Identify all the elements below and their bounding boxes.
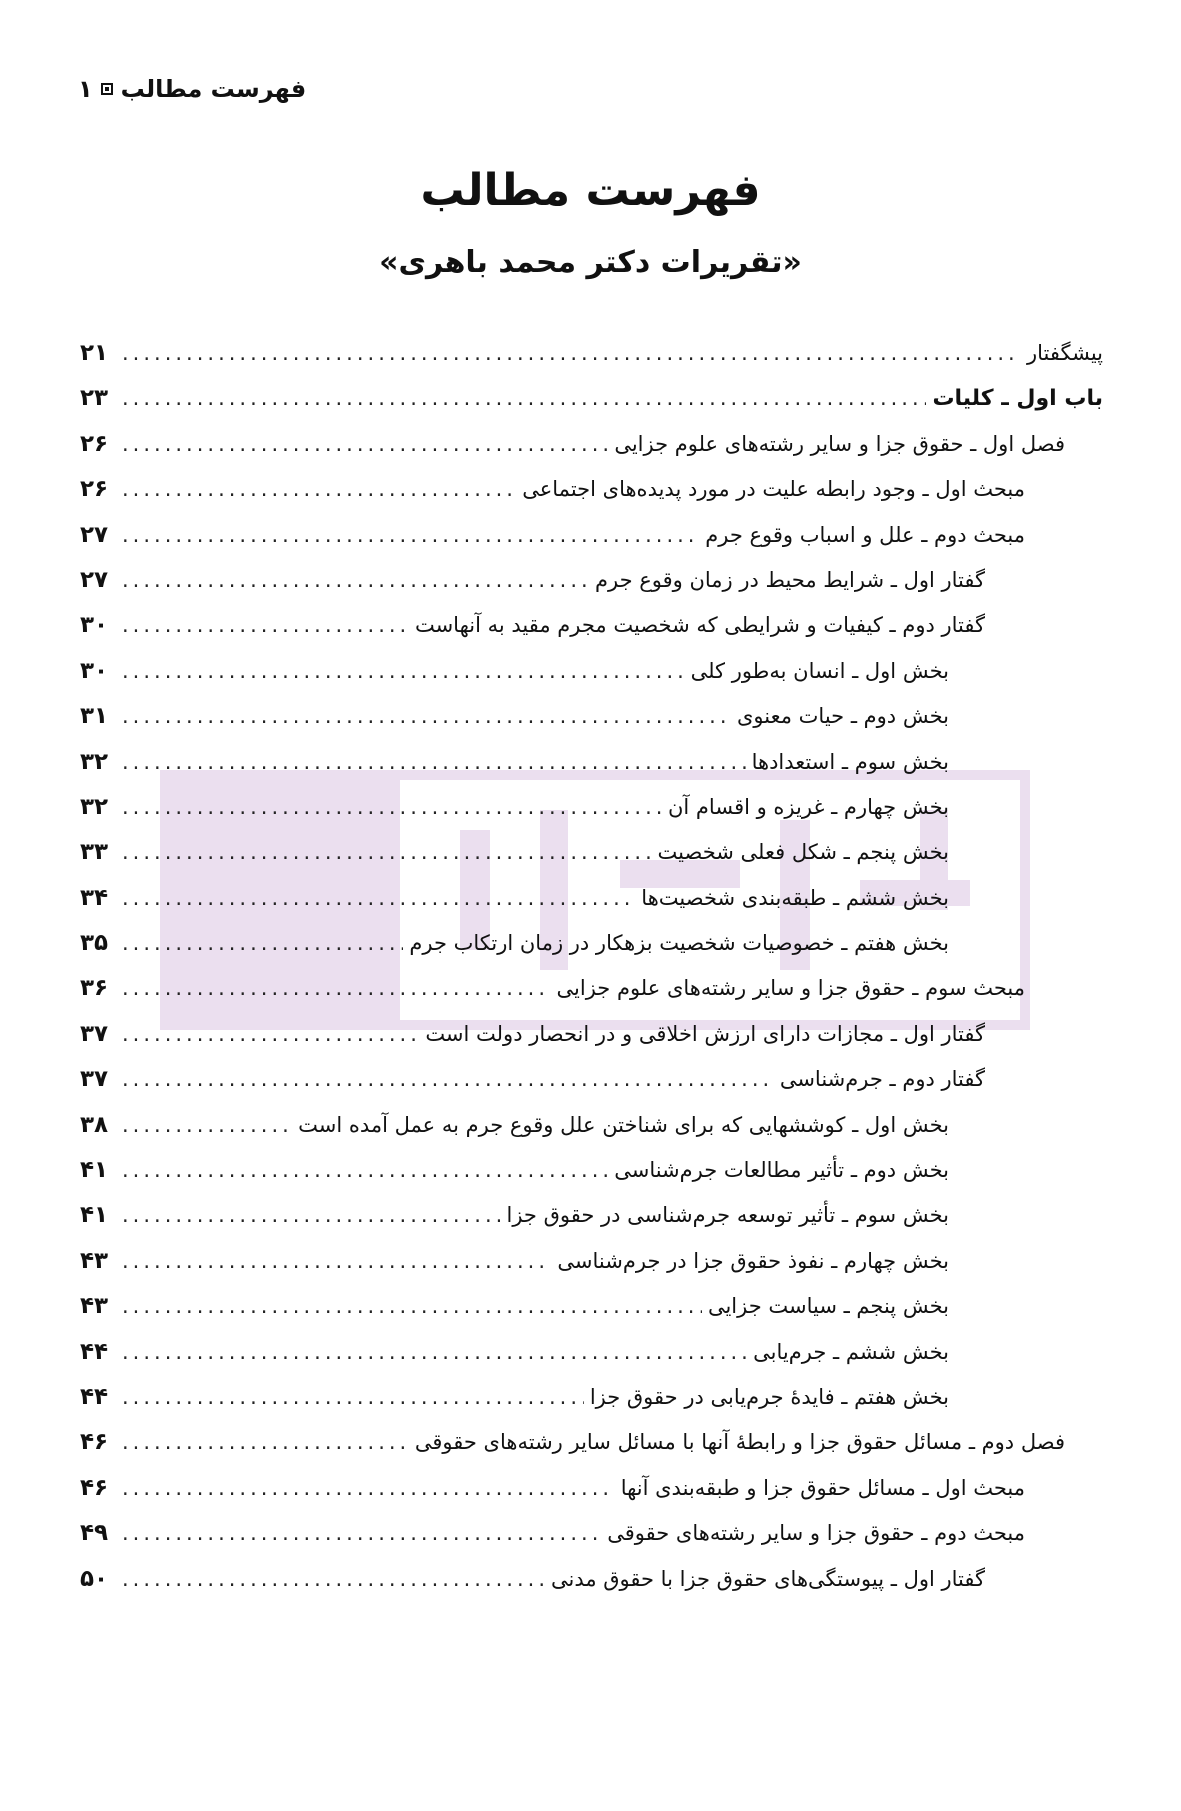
toc-entry	[80, 703, 1103, 748]
toc-leader-dots	[122, 659, 685, 683]
toc-entry	[80, 885, 1103, 930]
toc-entry	[80, 431, 1103, 476]
toc-entry-page-number: ۴۱	[80, 1202, 109, 1229]
toc-entry-page-number: ۵۰	[80, 1565, 109, 1592]
toc-entry-label: بخش چهارم ـ نفوذ حقوق جزا در جرم‌شناسی	[557, 1248, 949, 1273]
toc-entry-page-number: ۴۶	[80, 1429, 109, 1456]
toc-leader-dots	[122, 1385, 584, 1409]
toc-leader-dots	[122, 704, 731, 728]
toc-entry-page-number: ۲۱	[80, 340, 109, 366]
toc-leader-dots	[122, 1567, 545, 1591]
toc-entry-page-number: ۳۷	[80, 1020, 109, 1047]
toc-entry-label: فصل اول ـ حقوق جزا و سایر رشته‌های علوم جزایی	[614, 431, 1065, 456]
toc-entry-label: بخش هفتم ـ فایدهٔ جرم‌یابی در حقوق جزا	[589, 1384, 949, 1409]
toc-entry-label: بخش دوم ـ حیات معنوی	[736, 704, 949, 729]
toc-entry-label: بخش اول ـ انسان به‌طور کلی	[690, 658, 949, 683]
toc-entry-label: بخش اول ـ کوششهایی که برای شناختن علل وقوع جرم به عمل آمده است	[298, 1112, 949, 1137]
toc-leader-dots	[122, 1340, 747, 1364]
toc-entry	[80, 385, 1103, 430]
toc-entry-page-number: ۳۲	[80, 793, 109, 820]
toc-leader-dots	[122, 931, 403, 955]
toc-entry-page-number: ۳۴	[80, 884, 109, 911]
toc-entry-label: بخش پنجم ـ سیاست جزایی	[707, 1294, 949, 1319]
toc-entry	[80, 1202, 1103, 1247]
toc-entry-page-number: ۳۶	[80, 975, 109, 1002]
toc-leader-dots	[122, 1067, 774, 1091]
toc-entry	[80, 1021, 1103, 1066]
toc-entry	[80, 476, 1103, 521]
toc-entry-label: بخش ششم ـ طبقه‌بندی شخصیت‌ها	[641, 885, 949, 910]
toc-entry	[80, 1157, 1103, 1202]
toc-entry-page-number: ۲۳	[80, 385, 109, 412]
running-header-title: فهرست مطالب	[120, 75, 307, 103]
toc-entry	[80, 1066, 1103, 1111]
toc-entry-page-number: ۲۷	[80, 566, 109, 593]
toc-entry-label: گفتار اول ـ مجازات دارای ارزش اخلاقی و در انحصار دولت است	[425, 1021, 985, 1046]
toc-entry-page-number: ۴۱	[80, 1157, 109, 1184]
toc-leader-dots	[122, 523, 699, 547]
toc-entry-label: باب اول ـ کلیات	[932, 386, 1103, 412]
toc-entry-page-number: ۳۲	[80, 748, 109, 775]
toc-entry	[80, 522, 1103, 567]
toc-entry	[80, 612, 1103, 657]
toc-leader-dots	[122, 795, 662, 819]
toc-entry-page-number: ۳۱	[80, 703, 109, 730]
toc-entry	[80, 1520, 1103, 1565]
table-of-contents	[80, 340, 1103, 1611]
toc-entry	[80, 340, 1103, 385]
page-subtitle: «تقریرات دکتر محمد باهری»	[379, 245, 802, 280]
toc-entry-label: بخش چهارم ـ غریزه و اقسام آن	[668, 794, 949, 819]
toc-entry-page-number: ۴۳	[80, 1247, 109, 1274]
toc-entry-label: مبحث دوم ـ علل و اسباب وقوع جرم	[705, 522, 1025, 547]
toc-leader-dots	[122, 1294, 702, 1318]
toc-leader-dots	[122, 477, 516, 501]
toc-leader-dots	[122, 1158, 608, 1182]
toc-leader-dots	[122, 432, 608, 456]
toc-entry-label: بخش ششم ـ جرم‌یابی	[753, 1339, 949, 1364]
toc-entry-label: مبحث دوم ـ حقوق جزا و سایر رشته‌های حقوقی	[607, 1521, 1025, 1546]
toc-entry-label: پیشگفتار	[1026, 341, 1103, 365]
toc-leader-dots	[122, 386, 926, 410]
toc-entry-label: مبحث سوم ـ حقوق جزا و سایر رشته‌های علوم جزایی	[556, 976, 1025, 1001]
toc-leader-dots	[122, 750, 746, 774]
toc-leader-dots	[122, 1430, 409, 1454]
running-header	[78, 75, 306, 103]
toc-entry	[80, 1475, 1103, 1520]
toc-entry	[80, 658, 1103, 703]
square-separator-icon	[101, 83, 113, 95]
toc-leader-dots	[122, 568, 589, 592]
toc-entry-label: گفتار اول ـ پیوستگی‌های حقوق جزا با حقوق مدنی	[550, 1566, 985, 1591]
toc-entry-page-number: ۲۷	[80, 521, 109, 548]
toc-entry-label: گفتار دوم ـ جرم‌شناسی	[779, 1067, 985, 1092]
toc-entry	[80, 1339, 1103, 1384]
toc-entry	[80, 930, 1103, 975]
toc-entry-page-number: ۳۰	[80, 612, 109, 639]
toc-entry-page-number: ۲۶	[80, 430, 109, 457]
page-title: فهرست مطالب	[420, 165, 761, 216]
toc-entry-page-number: ۳۳	[80, 839, 109, 866]
toc-entry-page-number: ۳۸	[80, 1111, 109, 1138]
toc-leader-dots	[122, 1022, 419, 1046]
toc-entry-page-number: ۴۴	[80, 1338, 109, 1365]
toc-leader-dots	[122, 886, 635, 910]
toc-entry-page-number: ۲۶	[80, 476, 109, 503]
toc-leader-dots	[122, 1203, 500, 1227]
toc-leader-dots	[122, 1521, 601, 1545]
toc-entry	[80, 1566, 1103, 1611]
toc-entry	[80, 1429, 1103, 1474]
toc-entry	[80, 1293, 1103, 1338]
toc-entry-page-number: ۳۵	[80, 930, 109, 957]
toc-entry-page-number: ۴۶	[80, 1474, 109, 1501]
toc-entry-page-number: ۴۳	[80, 1293, 109, 1320]
toc-entry-label: بخش سوم ـ تأثیر توسعه جرم‌شناسی در حقوق جزا	[506, 1203, 949, 1228]
toc-entry-page-number: ۴۹	[80, 1520, 109, 1547]
toc-entry	[80, 749, 1103, 794]
toc-entry-page-number: ۳۷	[80, 1066, 109, 1093]
toc-entry-label: بخش هفتم ـ خصوصیات شخصیت بزهکار در زمان ارتکاب جرم	[409, 931, 949, 956]
toc-entry	[80, 1248, 1103, 1293]
toc-entry	[80, 794, 1103, 839]
toc-entry	[80, 839, 1103, 884]
toc-leader-dots	[122, 840, 652, 864]
toc-leader-dots	[122, 1476, 615, 1500]
running-header-page-number: ۱	[78, 75, 93, 103]
toc-entry-label: گفتار اول ـ شرایط محیط در زمان وقوع جرم	[595, 567, 985, 592]
toc-entry	[80, 975, 1103, 1020]
toc-entry	[80, 567, 1103, 612]
toc-entry-label: بخش سوم ـ استعدادها	[751, 749, 949, 774]
toc-entry-page-number: ۴۴	[80, 1383, 109, 1410]
toc-entry-label: گفتار دوم ـ کیفیات و شرایطی که شخصیت مجرم مقید به آنهاست	[414, 613, 985, 638]
toc-leader-dots	[122, 1113, 292, 1137]
toc-entry	[80, 1112, 1103, 1157]
toc-entry	[80, 1384, 1103, 1429]
toc-entry-label: فصل دوم ـ مسائل حقوق جزا و رابطهٔ آنها با مسائل سایر رشته‌های حقوقی	[414, 1430, 1065, 1455]
toc-leader-dots	[122, 341, 1021, 365]
toc-leader-dots	[122, 1249, 551, 1273]
toc-leader-dots	[122, 613, 409, 637]
toc-entry-label: مبحث اول ـ وجود رابطه علیت در مورد پدیده‌های اجتماعی	[522, 477, 1025, 502]
toc-entry-page-number: ۳۰	[80, 657, 109, 684]
toc-leader-dots	[122, 976, 551, 1000]
toc-entry-label: مبحث اول ـ مسائل حقوق جزا و طبقه‌بندی آنها	[620, 1475, 1025, 1500]
toc-entry-label: بخش پنجم ـ شکل فعلی شخصیت	[657, 840, 949, 865]
toc-entry-label: بخش دوم ـ تأثیر مطالعات جرم‌شناسی	[614, 1158, 949, 1183]
